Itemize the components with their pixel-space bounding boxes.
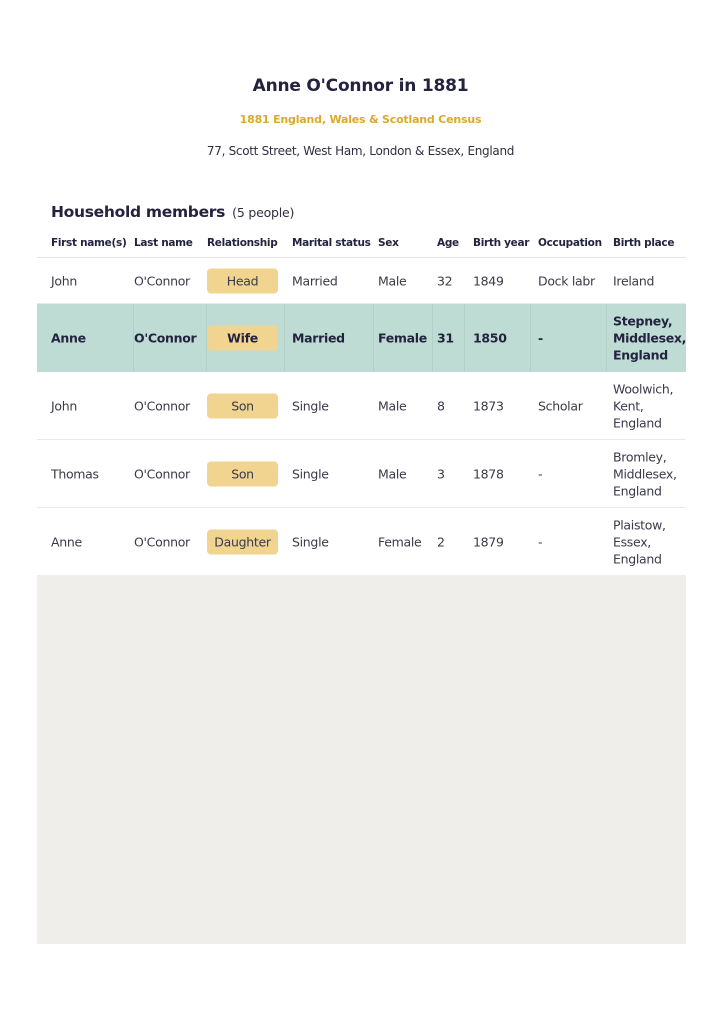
household-members-panel xyxy=(37,192,686,575)
household-heading-title: Household members xyxy=(51,203,226,221)
relationship-badge: Wife xyxy=(207,326,278,351)
marital-status: Married xyxy=(292,330,345,346)
first-name: John xyxy=(51,398,77,413)
relationship-badge: Son xyxy=(207,393,278,418)
column-header-occupation: Occupation xyxy=(538,237,602,249)
birth-place: Ireland xyxy=(613,273,655,288)
last-name: O'Connor xyxy=(134,330,197,346)
column-header-relationship: Relationship xyxy=(207,237,278,249)
birth-year: 1878 xyxy=(473,466,504,481)
cell-divider xyxy=(530,304,531,372)
last-name: O'Connor xyxy=(134,466,190,481)
age: 8 xyxy=(437,398,445,413)
empty-content-area xyxy=(37,575,686,944)
birth-year: 1879 xyxy=(473,534,504,549)
last-name: O'Connor xyxy=(134,273,190,288)
birth-year: 1873 xyxy=(473,398,504,413)
column-header-birth-place: Birth place xyxy=(613,237,675,249)
column-header-first-name: First name(s) xyxy=(51,237,127,249)
cell-divider xyxy=(373,304,374,372)
occupation: - xyxy=(538,534,543,549)
first-name: Anne xyxy=(51,534,82,549)
column-header-marital-status: Marital status xyxy=(292,237,371,249)
occupation: Dock labr xyxy=(538,273,595,288)
marital-status: Single xyxy=(292,534,329,549)
table-row[interactable] xyxy=(37,258,686,304)
marital-status: Married xyxy=(292,273,338,288)
table-row-selected[interactable] xyxy=(37,304,686,372)
cell-divider xyxy=(464,304,465,372)
first-name: John xyxy=(51,273,77,288)
census-address: 77, Scott Street, West Ham, London & Essex, England xyxy=(206,144,515,158)
occupation: Scholar xyxy=(538,398,583,413)
last-name: O'Connor xyxy=(134,398,190,413)
cell-divider xyxy=(606,304,607,372)
relationship-badge: Daughter xyxy=(207,529,278,554)
birth-year: 1849 xyxy=(473,273,504,288)
table-row[interactable] xyxy=(37,372,686,440)
age: 31 xyxy=(437,330,454,346)
table-row[interactable] xyxy=(37,508,686,575)
census-name-link[interactable]: 1881 England, Wales & Scotland Census xyxy=(239,113,482,126)
birth-place: Woolwich, Kent, England xyxy=(613,381,674,430)
occupation: - xyxy=(538,466,543,481)
birth-year: 1850 xyxy=(473,330,507,346)
last-name: O'Connor xyxy=(134,534,190,549)
sex: Male xyxy=(378,398,407,413)
page-title: Anne O'Connor in 1881 xyxy=(252,76,469,96)
column-header-last-name: Last name xyxy=(134,237,193,249)
column-header-age: Age xyxy=(437,237,459,249)
cell-divider xyxy=(284,304,285,372)
birth-place: Plaistow, Essex, England xyxy=(613,517,666,566)
first-name: Thomas xyxy=(51,466,99,481)
age: 3 xyxy=(437,466,445,481)
birth-place: Bromley, Middlesex, England xyxy=(613,449,677,498)
marital-status: Single xyxy=(292,398,329,413)
sex: Male xyxy=(378,273,407,288)
column-header-birth-year: Birth year xyxy=(473,237,530,249)
relationship-badge: Son xyxy=(207,461,278,486)
sex: Female xyxy=(378,330,427,346)
age: 2 xyxy=(437,534,445,549)
table-row[interactable] xyxy=(37,440,686,508)
age: 32 xyxy=(437,273,453,288)
marital-status: Single xyxy=(292,466,329,481)
sex: Male xyxy=(378,466,407,481)
household-heading xyxy=(51,202,294,221)
birth-place: Stepney, Middlesex, England xyxy=(613,313,687,363)
occupation: - xyxy=(538,330,543,346)
sex: Female xyxy=(378,534,422,549)
first-name: Anne xyxy=(51,330,86,346)
cell-divider xyxy=(432,304,433,372)
column-header-sex: Sex xyxy=(378,237,399,249)
relationship-badge: Head xyxy=(207,268,278,293)
table-header xyxy=(37,236,686,258)
household-count: (5 people) xyxy=(232,205,295,220)
